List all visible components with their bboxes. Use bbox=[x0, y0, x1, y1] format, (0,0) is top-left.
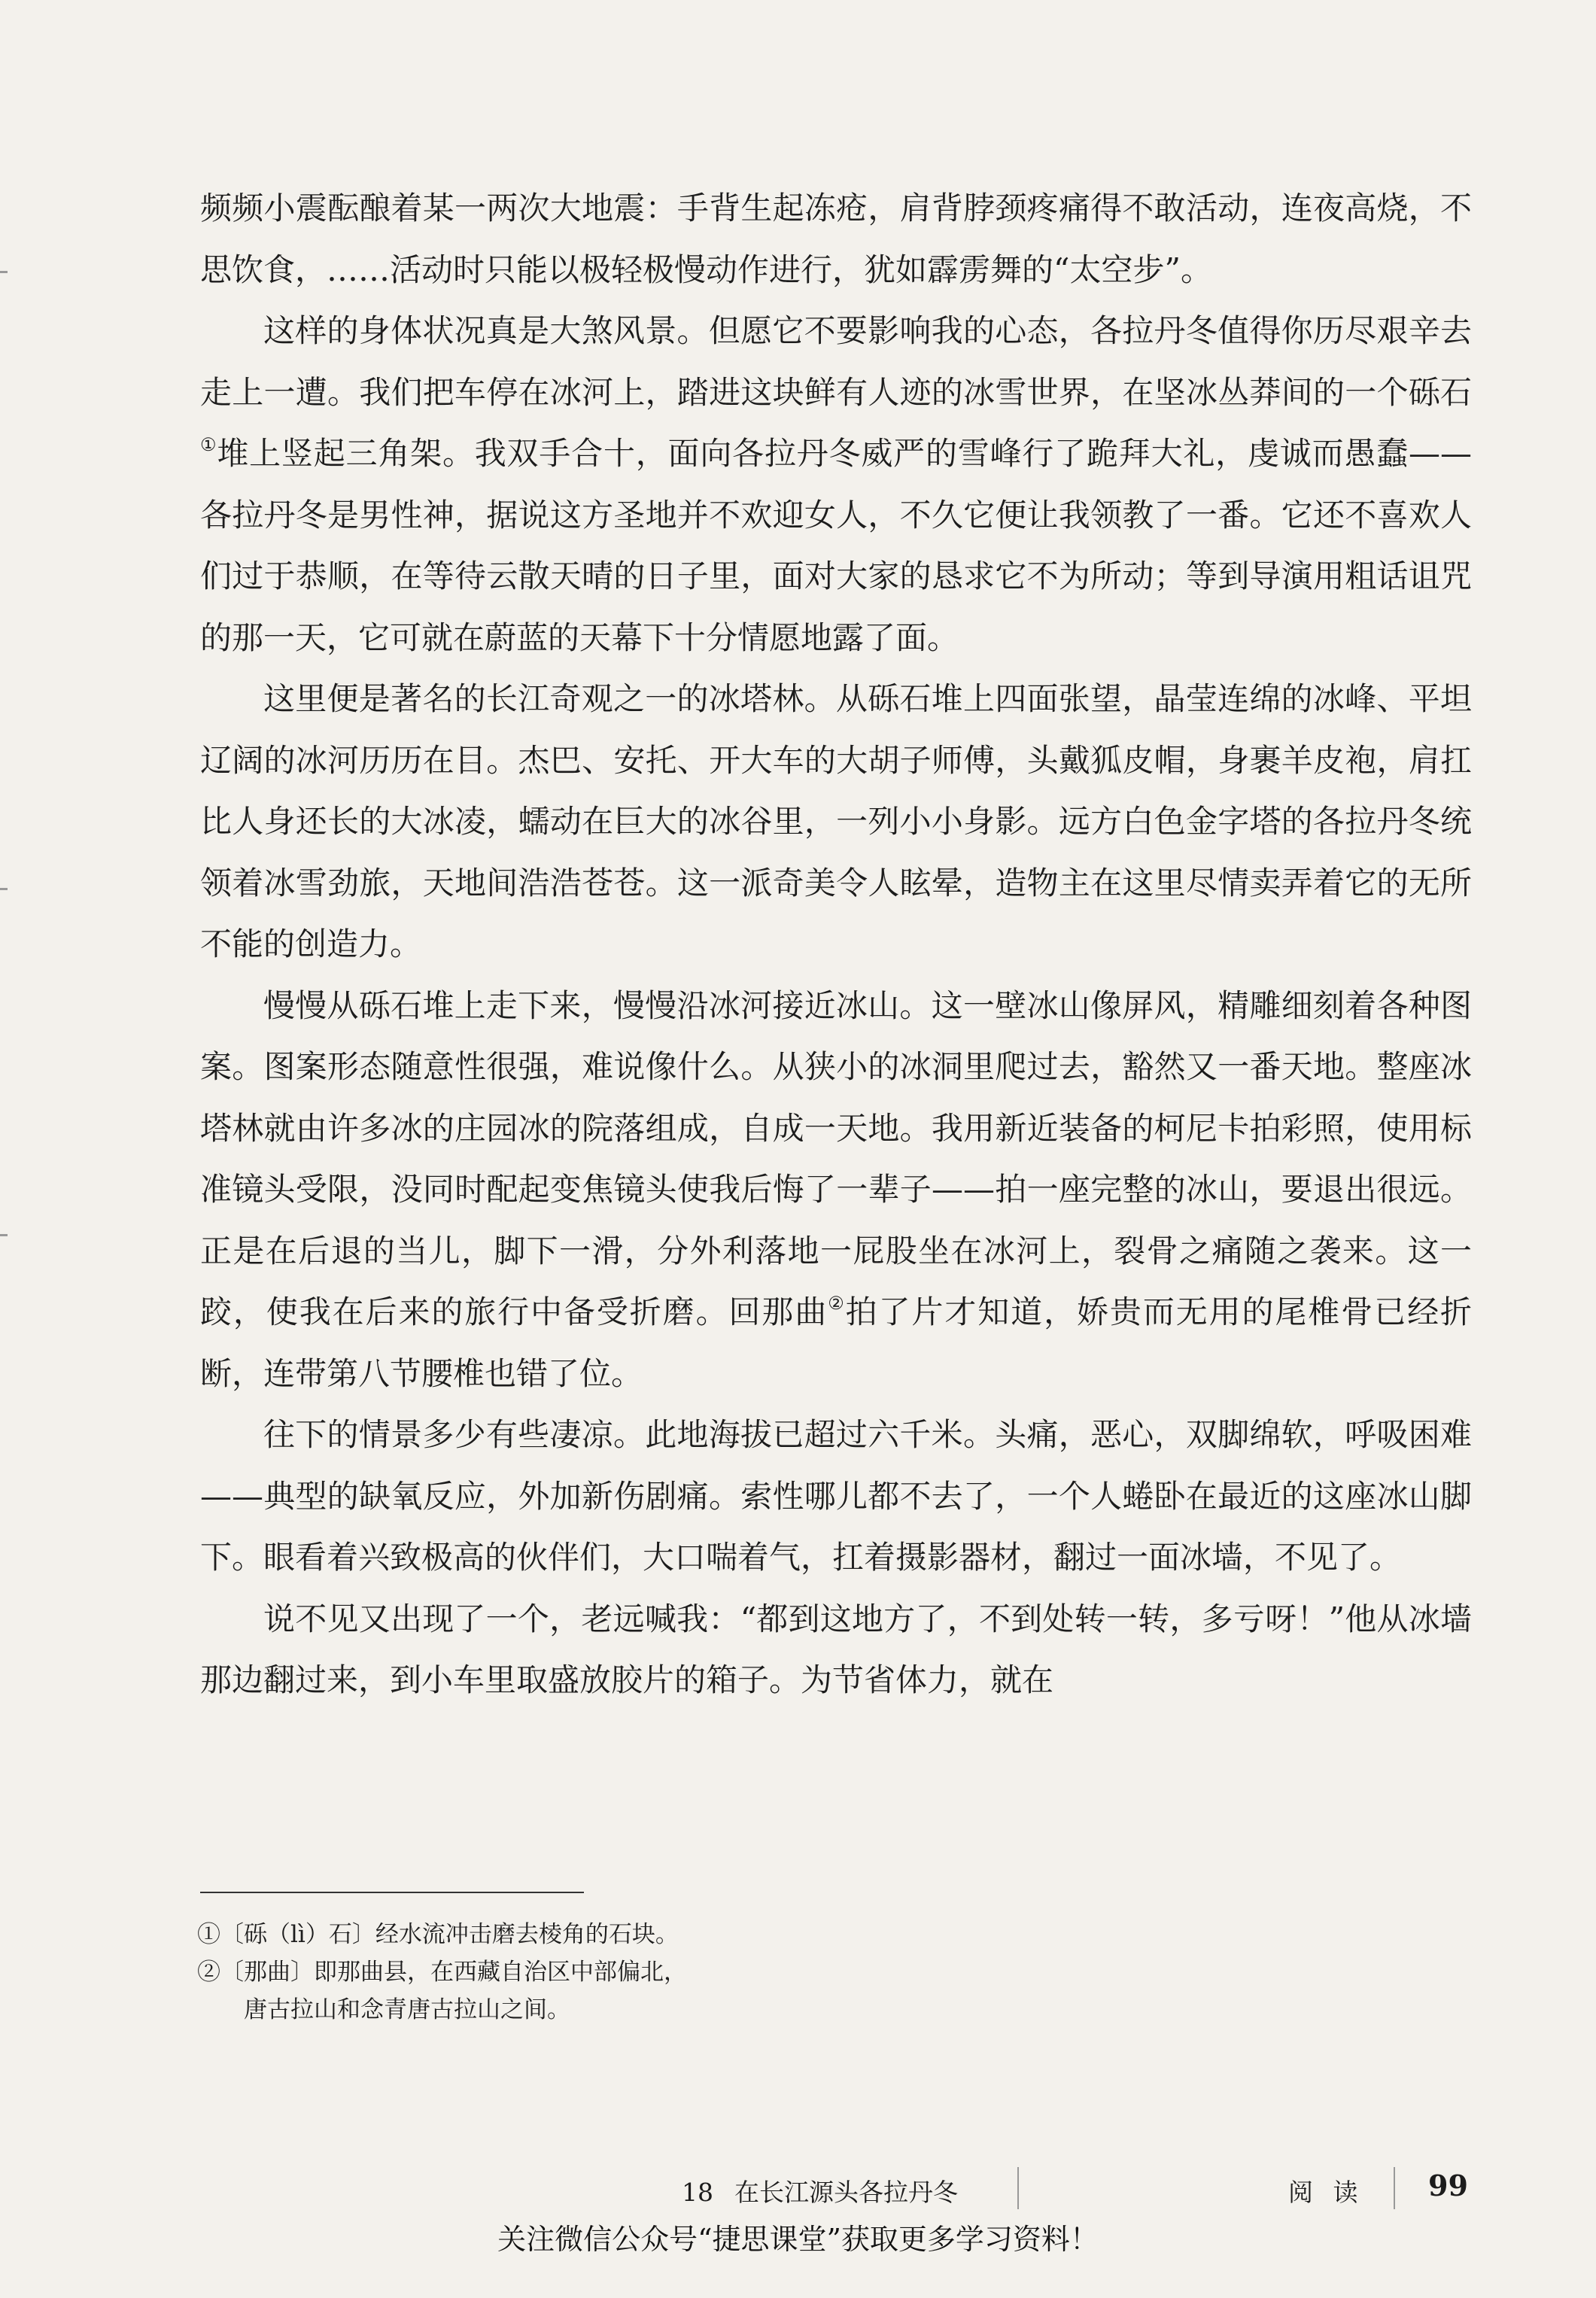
scan-edge-mark bbox=[0, 1234, 8, 1236]
paragraph-6: 说不见又出现了一个，老远喊我：“都到这地方了，不到处转一转，多亏呀！”他从冰墙那边翻过来，到小车里取盛放胶片的箱子。为节省体力，就在 bbox=[200, 1600, 1472, 1698]
footnote-2-line-1: ②〔那曲〕即那曲县，在西藏自治区中部偏北， bbox=[197, 1959, 687, 1986]
promo-banner: 关注微信公众号“捷思课堂”获取更多学习资料！ bbox=[497, 2223, 1099, 2256]
paragraph-4 bbox=[200, 975, 1472, 1405]
footnotes bbox=[197, 1916, 1100, 2029]
footnote-1: ①〔砾（lì）石〕经水流冲击磨去棱角的石块。 bbox=[197, 1921, 679, 1948]
chapter-number: 18 bbox=[682, 2178, 713, 2207]
footnote-ref-2: ② bbox=[828, 1293, 846, 1314]
paragraph-2-part-b: 堆上竖起三角架。我双手合十，面向各拉丹冬威严的雪峰行了跪拜大礼，虔诚而愚蠢——各拉丹冬是男性神，据说这方圣地并不欢迎女人，不久它便让我领教了一番。它还不喜欢人们过于恭顺，在等待云散天晴的日子里，面对大家的恳求它不为所动；等到导演用粗话诅咒的那一天，它可就在蔚蓝的天幕下十分情愿地露了面。 bbox=[200, 435, 1472, 656]
footer-divider-left bbox=[1017, 2167, 1019, 2209]
page-number: 99 bbox=[1428, 2169, 1468, 2202]
footnote-2-line-2: 唐古拉山和念青唐古拉山之间。 bbox=[244, 1996, 570, 2023]
footnote-divider bbox=[200, 1892, 584, 1893]
body-text bbox=[200, 178, 1472, 1711]
paragraph-1: 频频小震酝酿着某一两次大地震：手背生起冻疮，肩背脖颈疼痛得不敢活动，连夜高烧，不思饮食，……活动时只能以极轻极慢动作进行，犹如霹雳舞的“太空步”。 bbox=[200, 190, 1472, 288]
footer-divider-right bbox=[1394, 2167, 1395, 2209]
paragraph-2-part-a: 这样的身体状况真是大煞风景。但愿它不要影响我的心态，各拉丹冬值得你历尽艰辛去走上一遭。我们把车停在冰河上，踏进这块鲜有人迹的冰雪世界，在坚冰丛莽间的一个砾石 bbox=[200, 312, 1472, 411]
scan-edge-mark bbox=[0, 888, 8, 890]
chapter-label bbox=[682, 2173, 958, 2208]
footnote-ref-1: ① bbox=[200, 434, 217, 455]
paragraph-4-part-a: 慢慢从砾石堆上走下来，慢慢沿冰河接近冰山。这一壁冰山像屏风，精雕细刻着各种图案。图案形态随意性很强，难说像什么。从狭小的冰洞里爬过去，豁然又一番天地。整座冰塔林就由许多冰的庄园冰的院落组成，自成一天地。我用新近装备的柯尼卡拍彩照，使用标准镜头受限，没同时配起变焦镜头使我后悔了一辈子——拍一座完整的冰山，要退出很远。正是在后退的当儿，脚下一滑，分外利落地一屁股坐在冰河上，裂骨之痛随之袭来。这一跤，使我在后来的旅行中备受折磨。回那曲 bbox=[200, 986, 1472, 1330]
paragraph-3: 这里便是著名的长江奇观之一的冰塔林。从砾石堆上四面张望，晶莹连绵的冰峰、平坦辽阔的冰河历历在目。杰巴、安托、开大车的大胡子师傅，头戴狐皮帽，身裹羊皮袍，肩扛比人身还长的大冰凌，蠕动在巨大的冰谷里，一列小小身影。远方白色金字塔的各拉丹冬统领着冰雪劲旅，天地间浩浩苍苍。这一派奇美令人眩晕，造物主在这里尽情卖弄着它的无所不能的创造力。 bbox=[200, 680, 1472, 962]
paragraph-2 bbox=[200, 300, 1472, 668]
page-footer bbox=[0, 2167, 1596, 2212]
scan-edge-mark bbox=[0, 271, 8, 273]
chapter-title: 在长江源头各拉丹冬 bbox=[734, 2178, 958, 2207]
paragraph-4-part-b: 拍了片才知道，娇贵而无用的尾椎骨已经折断，连带第八节腰椎也错了位。 bbox=[200, 1293, 1472, 1392]
section-label: 阅 读 bbox=[1288, 2178, 1364, 2207]
paragraph-5: 往下的情景多少有些凄凉。此地海拔已超过六千米。头痛，恶心，双脚绵软，呼吸困难——典型的缺氧反应，外加新伤剧痛。索性哪儿都不去了，一个人蜷卧在最近的这座冰山脚下。眼看着兴致极高的伙伴们，大口喘着气，扛着摄影器材，翻过一面冰墙，不见了。 bbox=[200, 1416, 1472, 1576]
